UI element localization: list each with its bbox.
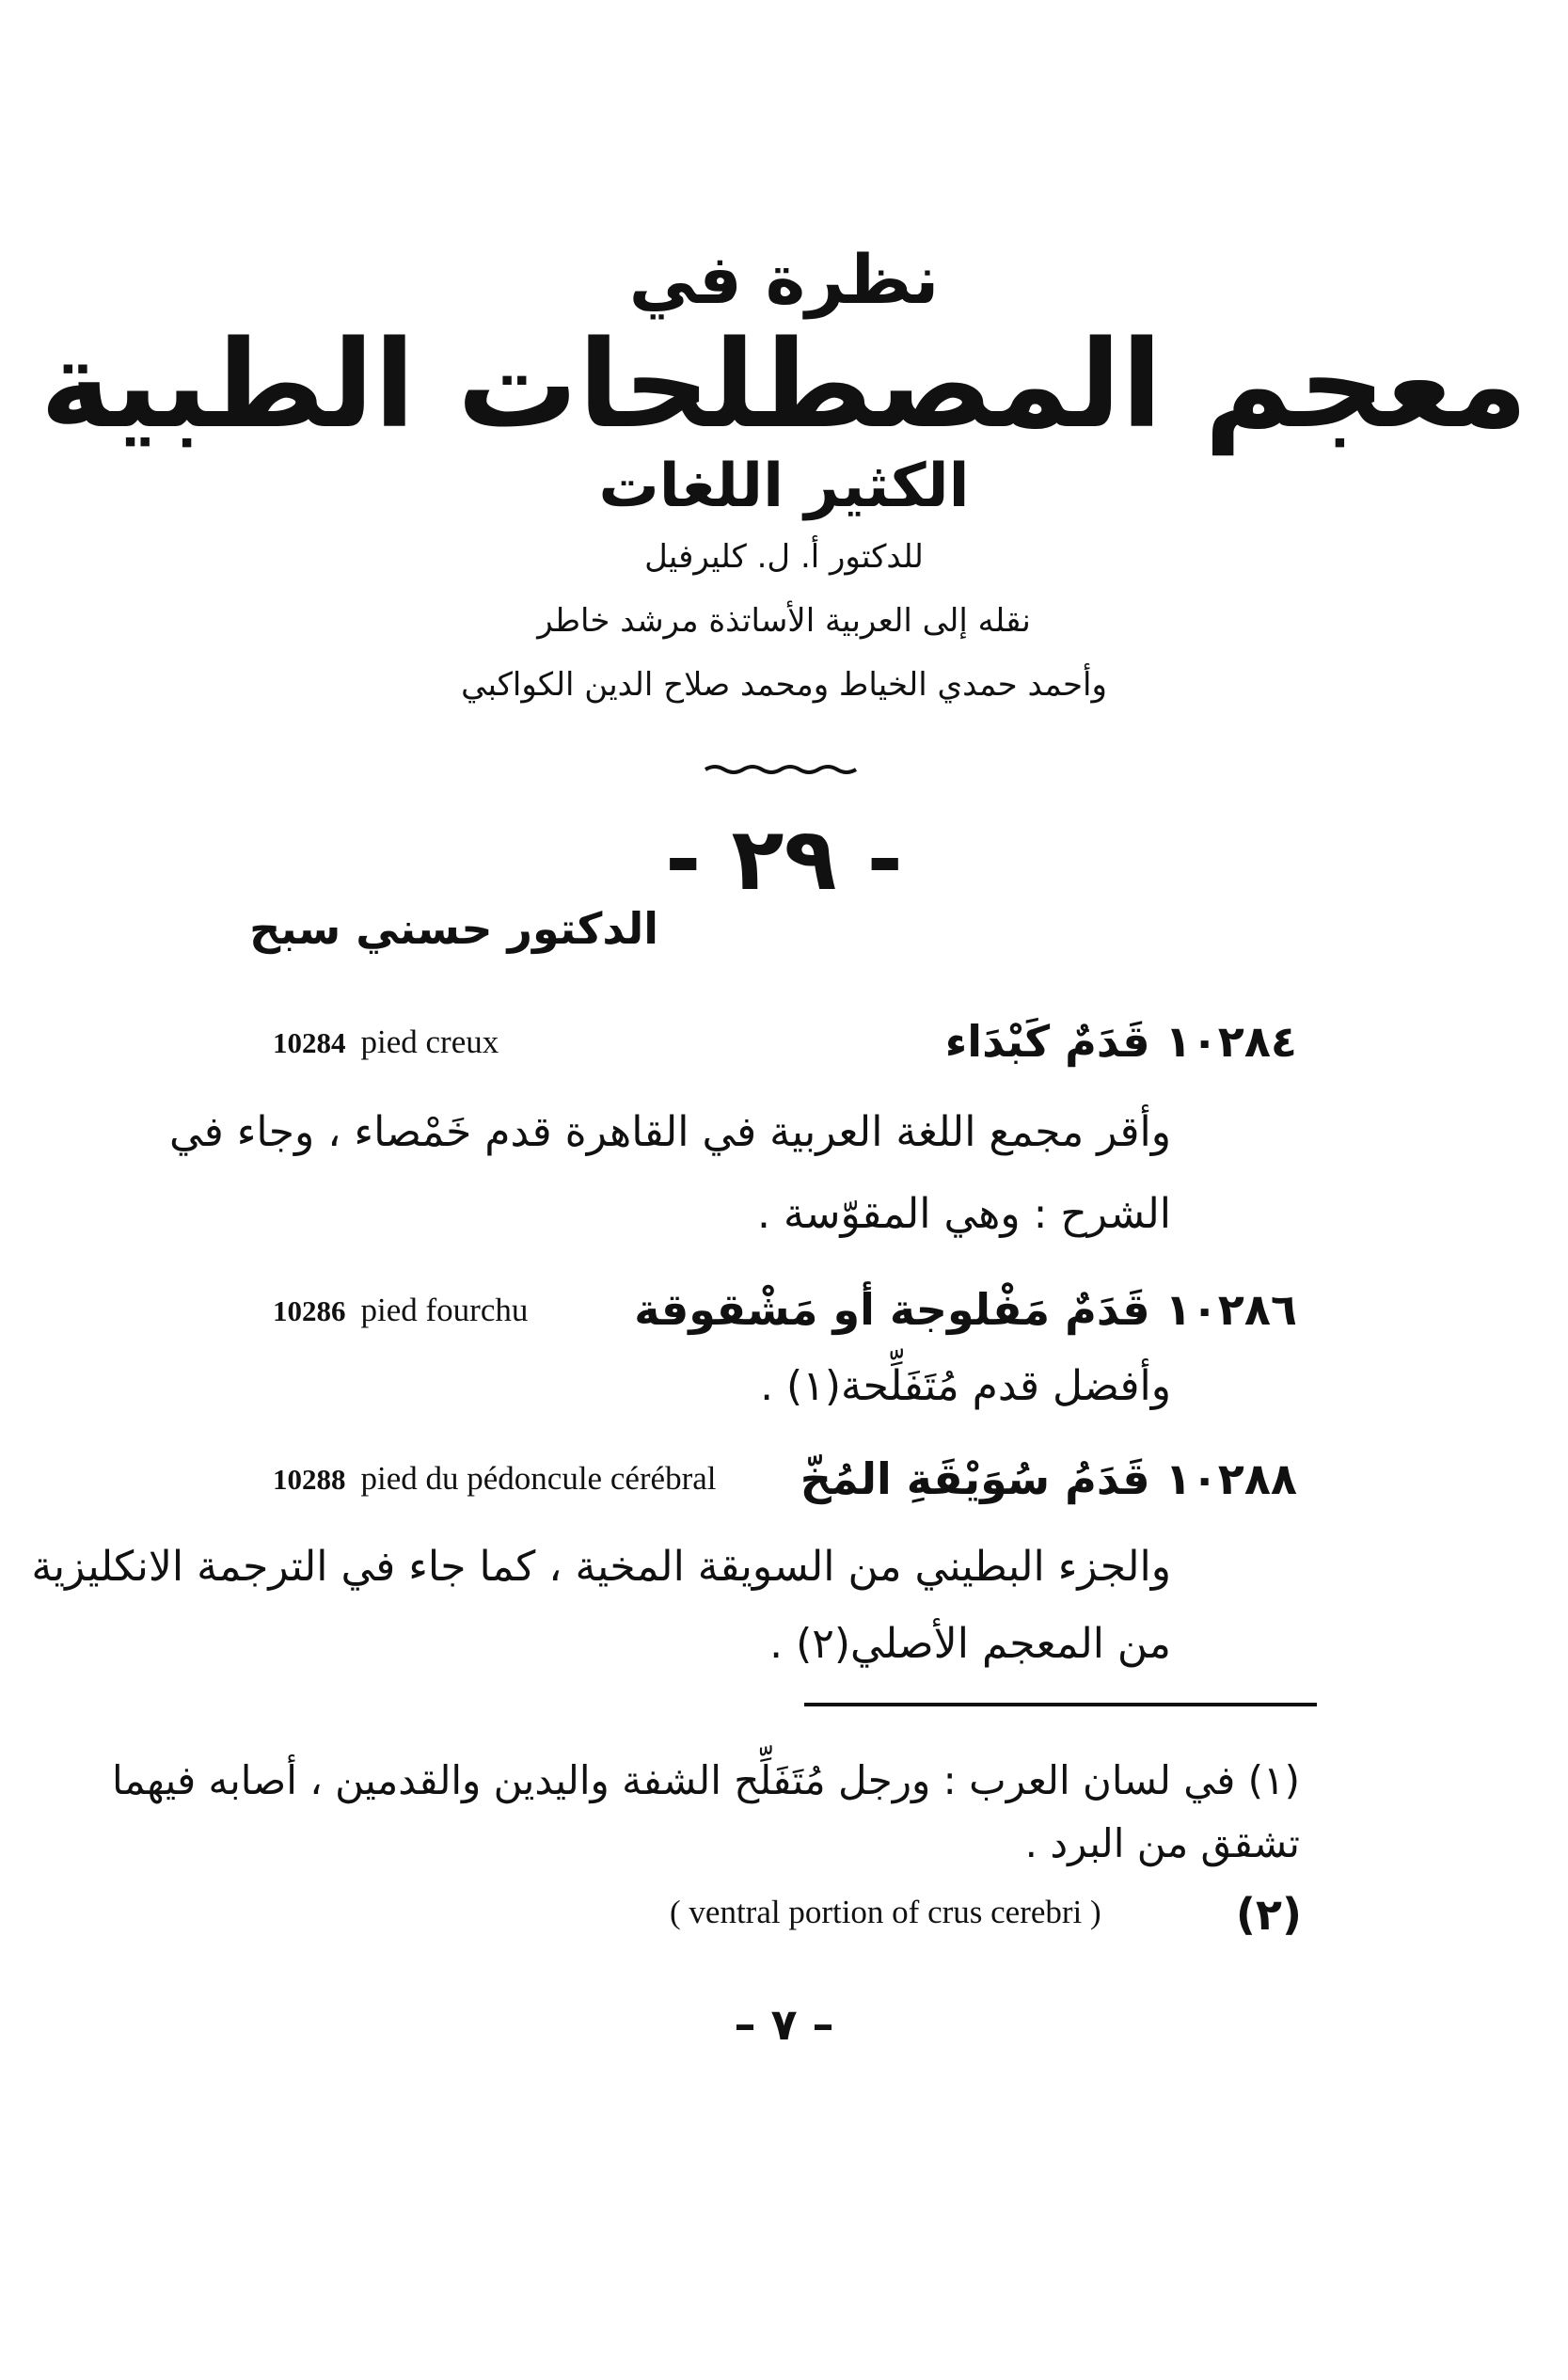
main-title: معجم المصطلحات الطبية — [40, 315, 1528, 455]
credit-translators: نقله إلى العربية الأساتذة مرشد خاطر — [537, 602, 1031, 640]
entry-body-line: وأقر مجمع اللغة العربية في القاهرة قدم خَمْصاء ، وجاء في — [169, 1108, 1171, 1156]
french-term: pied du pédoncule cérébral — [360, 1460, 717, 1497]
footnote-rule — [804, 1703, 1317, 1706]
sub-title: الكثير اللغات — [598, 452, 970, 521]
entry-arabic-heading: ١٠٢٨٤ قَدَمٌ كَبْدَاء — [944, 1016, 1297, 1067]
entry-body-line: من المعجم الأصلي(٢) . — [769, 1620, 1171, 1668]
entry-body-line: والجزء البطيني من السويقة المخية ، كما جاء في الترجمة الانكليزية — [31, 1543, 1171, 1591]
french-term: pied creux — [360, 1023, 499, 1060]
article-author: الدكتور حسني سبح — [249, 903, 658, 954]
issue-number: - ٢٩ - — [665, 809, 903, 910]
french-term: pied fourchu — [360, 1292, 529, 1328]
credit-author: للدكتور أ. ل. كليرفيل — [644, 538, 924, 576]
footnote-2: ( ventral portion of crus cerebri ) — [670, 1894, 1101, 1930]
entry-number: 10284 — [273, 1026, 346, 1059]
ornament-divider — [704, 764, 863, 775]
footnote-1-cont: تشقق من البرد . — [1024, 1820, 1300, 1866]
footnote-2-marker: (٢) — [1235, 1889, 1302, 1940]
credit-translators-cont: وأحمد حمدي الخياط ومحمد صلاح الدين الكواكبي — [461, 666, 1107, 704]
entry-number: 10286 — [273, 1294, 346, 1327]
page-number: – ٧ – — [734, 1999, 834, 2050]
entry-french-term — [273, 1023, 499, 1061]
entry-arabic-heading: ١٠٢٨٨ قَدَمُ سُوَيْقَةِ المُخّ — [800, 1453, 1297, 1504]
entry-french-term — [273, 1292, 528, 1329]
pre-title: نظرة في — [628, 240, 940, 319]
entry-arabic-heading: ١٠٢٨٦ قَدَمٌ مَفْلوجة أو مَشْقوقة — [634, 1284, 1297, 1335]
entry-body-line: وأفضل قدم مُتَفَلِّحة(١) . — [760, 1362, 1171, 1410]
entry-number: 10288 — [273, 1463, 346, 1496]
entry-french-term — [273, 1460, 717, 1498]
footnote-1: (١) في لسان العرب : ورجل مُتَفَلِّح الشفة واليدين والقدمين ، أصابه فيهما — [112, 1757, 1300, 1803]
entry-body-line: الشرح : وهي المقوّسة . — [757, 1190, 1171, 1238]
